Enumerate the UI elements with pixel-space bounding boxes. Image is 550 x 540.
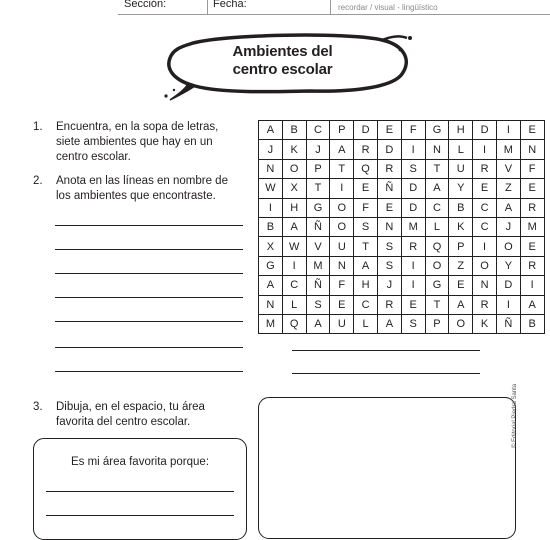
grid-cell[interactable]: M <box>401 217 425 236</box>
grid-cell[interactable]: J <box>306 140 330 159</box>
grid-cell[interactable]: R <box>520 198 544 217</box>
instruction-number: 2. <box>33 175 43 187</box>
grid-cell[interactable]: D <box>473 121 497 140</box>
grid-cell[interactable]: D <box>496 276 520 295</box>
grid-cell[interactable]: F <box>520 159 544 178</box>
grid-cell[interactable]: D <box>377 140 401 159</box>
grid-cell[interactable]: S <box>401 314 425 333</box>
grid-cell[interactable]: P <box>330 121 354 140</box>
grid-cell[interactable]: O <box>330 198 354 217</box>
grid-cell[interactable]: U <box>449 159 473 178</box>
grid-cell[interactable]: T <box>306 179 330 198</box>
worksheet-title <box>195 43 370 79</box>
grid-row <box>259 295 545 314</box>
grid-cell[interactable]: M <box>496 140 520 159</box>
grid-cell[interactable]: A <box>282 217 306 236</box>
grid-cell[interactable]: A <box>306 314 330 333</box>
grid-cell[interactable]: C <box>473 198 497 217</box>
grid-row <box>259 198 545 217</box>
grid-cell[interactable]: A <box>259 121 283 140</box>
grid-cell[interactable]: A <box>354 256 378 275</box>
fecha-label: Fecha: <box>213 0 247 10</box>
grid-cell[interactable]: Q <box>425 237 449 256</box>
header-divider <box>330 0 331 14</box>
grid-cell[interactable]: T <box>425 159 449 178</box>
grid-cell[interactable]: S <box>377 256 401 275</box>
grid-cell[interactable]: I <box>520 276 544 295</box>
grid-row <box>259 276 545 295</box>
answer-line[interactable] <box>55 225 243 226</box>
grid-row <box>259 159 545 178</box>
grid-cell[interactable]: F <box>354 198 378 217</box>
answer-line[interactable] <box>55 273 243 274</box>
grid-cell[interactable]: N <box>425 140 449 159</box>
grid-cell[interactable]: B <box>449 198 473 217</box>
grid-cell[interactable]: N <box>330 256 354 275</box>
grid-cell[interactable]: E <box>520 179 544 198</box>
title-line: centro escolar <box>232 61 333 78</box>
grid-cell[interactable]: N <box>377 217 401 236</box>
grid-cell[interactable]: S <box>354 217 378 236</box>
grid-cell[interactable]: I <box>330 179 354 198</box>
grid-cell[interactable]: E <box>377 198 401 217</box>
grid-cell[interactable]: J <box>496 217 520 236</box>
grid-cell[interactable]: H <box>282 198 306 217</box>
grid-cell[interactable]: H <box>449 121 473 140</box>
grid-cell[interactable]: L <box>354 314 378 333</box>
answer-line[interactable] <box>55 347 243 348</box>
grid-cell[interactable]: A <box>259 276 283 295</box>
grid-cell[interactable]: E <box>330 295 354 314</box>
grid-cell[interactable]: I <box>401 256 425 275</box>
answer-line[interactable] <box>55 321 243 322</box>
grid-cell[interactable]: E <box>520 237 544 256</box>
grid-cell[interactable]: R <box>377 295 401 314</box>
grid-cell[interactable]: W <box>282 237 306 256</box>
grid-cell[interactable]: A <box>449 295 473 314</box>
grid-cell[interactable]: G <box>259 256 283 275</box>
instruction-line: centro escolar. <box>56 151 131 163</box>
grid-cell[interactable]: S <box>377 237 401 256</box>
instruction-line: siete ambientes que hay en un <box>56 136 213 148</box>
grid-cell[interactable]: V <box>496 159 520 178</box>
grid-cell[interactable]: R <box>473 295 497 314</box>
grid-cell[interactable]: A <box>330 140 354 159</box>
grid-cell[interactable]: O <box>473 256 497 275</box>
grid-cell[interactable]: M <box>259 314 283 333</box>
grid-cell[interactable]: H <box>354 276 378 295</box>
title-line: Ambientes del <box>232 43 333 60</box>
grid-cell[interactable]: N <box>259 159 283 178</box>
grid-cell[interactable]: A <box>496 198 520 217</box>
answer-line[interactable] <box>292 350 480 351</box>
grid-row <box>259 217 545 236</box>
grid-cell[interactable]: J <box>259 140 283 159</box>
grid-row <box>259 140 545 159</box>
grid-cell[interactable]: I <box>473 140 497 159</box>
grid-cell[interactable]: Ñ <box>496 314 520 333</box>
grid-cell[interactable]: K <box>473 314 497 333</box>
grid-cell[interactable]: O <box>330 217 354 236</box>
answer-line[interactable] <box>55 249 243 250</box>
grid-cell[interactable]: K <box>449 217 473 236</box>
grid-cell[interactable]: A <box>377 314 401 333</box>
grid-cell[interactable]: R <box>401 237 425 256</box>
grid-cell[interactable]: B <box>520 314 544 333</box>
grid-cell[interactable]: U <box>330 314 354 333</box>
grid-cell[interactable]: Q <box>354 159 378 178</box>
answer-line[interactable] <box>55 371 243 372</box>
grid-cell[interactable]: C <box>306 121 330 140</box>
seccion-label: Sección: <box>124 0 167 10</box>
grid-cell[interactable]: M <box>520 217 544 236</box>
grid-cell[interactable]: I <box>282 256 306 275</box>
header-underline <box>118 14 550 15</box>
grid-cell[interactable]: T <box>330 159 354 178</box>
grid-cell[interactable]: S <box>401 159 425 178</box>
grid-cell[interactable]: C <box>354 295 378 314</box>
grid-cell[interactable]: E <box>377 121 401 140</box>
instruction-number: 3. <box>33 401 43 413</box>
grid-cell[interactable]: B <box>282 121 306 140</box>
grid-cell[interactable]: C <box>282 276 306 295</box>
instruction-line: favorita del centro escolar. <box>56 416 191 428</box>
grid-cell[interactable]: P <box>425 314 449 333</box>
grid-cell[interactable]: S <box>306 295 330 314</box>
grid-cell[interactable]: O <box>425 256 449 275</box>
grid-cell[interactable]: R <box>354 140 378 159</box>
grid-cell[interactable]: L <box>425 217 449 236</box>
grid-cell[interactable]: E <box>401 295 425 314</box>
grid-cell[interactable]: M <box>306 256 330 275</box>
grid-cell[interactable]: I <box>496 295 520 314</box>
grid-cell[interactable]: U <box>330 237 354 256</box>
grid-cell[interactable]: I <box>401 140 425 159</box>
grid-cell[interactable]: E <box>473 179 497 198</box>
grid-cell[interactable]: C <box>473 217 497 236</box>
grid-cell[interactable]: P <box>449 237 473 256</box>
grid-cell[interactable]: Ñ <box>377 179 401 198</box>
grid-cell[interactable]: W <box>259 179 283 198</box>
instruction-line: Dibuja, en el espacio, tu área <box>56 401 205 413</box>
favorite-reason-label: Es mi área favorita porque: <box>70 456 210 468</box>
grid-cell[interactable]: I <box>473 237 497 256</box>
grid-row <box>259 314 545 333</box>
favorite-reason-box <box>33 438 247 540</box>
grid-cell[interactable]: N <box>520 140 544 159</box>
grid-cell[interactable]: Z <box>496 179 520 198</box>
grid-row <box>259 121 545 140</box>
grid-cell[interactable]: Z <box>449 256 473 275</box>
word-search-grid <box>258 120 545 334</box>
grid-cell[interactable]: E <box>354 179 378 198</box>
grid-cell[interactable]: Y <box>496 256 520 275</box>
grid-cell[interactable]: E <box>520 121 544 140</box>
grid-cell[interactable]: L <box>449 140 473 159</box>
grid-cell[interactable]: C <box>425 198 449 217</box>
grid-cell[interactable]: O <box>449 314 473 333</box>
grid-cell[interactable]: A <box>425 179 449 198</box>
grid-cell[interactable]: Ñ <box>306 276 330 295</box>
grid-cell[interactable]: R <box>473 159 497 178</box>
instruction-number: 1. <box>33 121 43 133</box>
grid-cell[interactable]: X <box>282 179 306 198</box>
grid-cell[interactable]: T <box>354 237 378 256</box>
grid-cell[interactable]: Y <box>449 179 473 198</box>
grid-cell[interactable]: K <box>282 140 306 159</box>
grid-cell[interactable]: R <box>520 256 544 275</box>
grid-cell[interactable]: D <box>401 198 425 217</box>
grid-row <box>259 237 545 256</box>
grid-cell[interactable]: F <box>401 121 425 140</box>
publisher-credit: © Editorial Piedra Santa <box>512 383 518 448</box>
grid-cell[interactable]: O <box>282 159 306 178</box>
instruction-line: Anota en las líneas en nombre de <box>56 175 228 187</box>
grid-cell[interactable]: X <box>259 237 283 256</box>
grid-cell[interactable]: V <box>306 237 330 256</box>
answer-line[interactable] <box>46 491 234 492</box>
header-divider <box>207 0 208 14</box>
grid-cell[interactable]: G <box>425 121 449 140</box>
grid-cell[interactable]: E <box>449 276 473 295</box>
grid-cell[interactable]: J <box>377 276 401 295</box>
grid-cell[interactable]: B <box>259 217 283 236</box>
grid-row <box>259 256 545 275</box>
grid-cell[interactable]: I <box>401 276 425 295</box>
grid-cell[interactable]: D <box>401 179 425 198</box>
grid-cell[interactable]: I <box>496 121 520 140</box>
grid-cell[interactable]: Ñ <box>306 217 330 236</box>
skill-tag: recordar / visual - lingüístico <box>338 3 438 12</box>
answer-line[interactable] <box>292 373 480 374</box>
answer-line[interactable] <box>55 297 243 298</box>
grid-row <box>259 179 545 198</box>
grid-cell[interactable]: Q <box>282 314 306 333</box>
grid-cell[interactable]: L <box>282 295 306 314</box>
grid-cell[interactable]: A <box>520 295 544 314</box>
grid-cell[interactable]: I <box>259 198 283 217</box>
grid-cell[interactable]: D <box>354 121 378 140</box>
grid-cell[interactable]: O <box>496 237 520 256</box>
grid-cell[interactable]: P <box>306 159 330 178</box>
grid-cell[interactable]: R <box>377 159 401 178</box>
answer-line[interactable] <box>46 515 234 516</box>
grid-cell[interactable]: G <box>306 198 330 217</box>
instruction-line: Encuentra, en la sopa de letras, <box>56 121 219 133</box>
grid-cell[interactable]: N <box>259 295 283 314</box>
grid-cell[interactable]: N <box>473 276 497 295</box>
grid-cell[interactable]: G <box>425 276 449 295</box>
grid-cell[interactable]: F <box>330 276 354 295</box>
grid-cell[interactable]: T <box>425 295 449 314</box>
instruction-line: los ambientes que encontraste. <box>56 190 216 202</box>
